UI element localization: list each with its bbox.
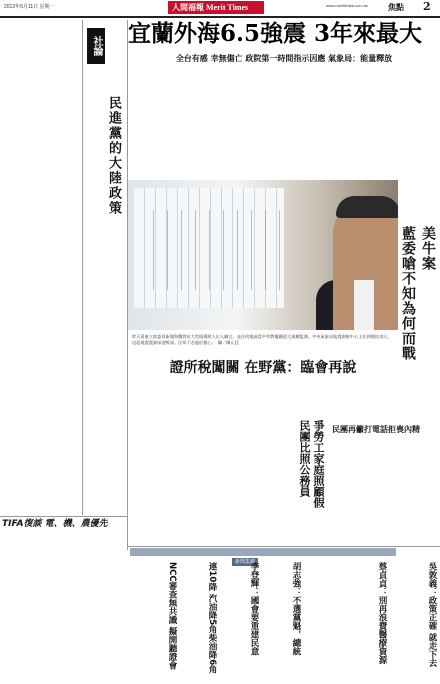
bottom-story-title: 胡志強：不選黨魁，總統 bbox=[291, 562, 301, 656]
left-body-column bbox=[0, 20, 82, 515]
column-divider bbox=[82, 20, 83, 515]
news-roundup-label: 新聞集錦 bbox=[232, 558, 258, 566]
side-story-title-a: 爭勞工家庭照顧假 bbox=[312, 420, 325, 508]
page-number: 2 bbox=[423, 0, 431, 13]
article-body bbox=[130, 382, 296, 542]
main-subhead: 全台有感 幸無傷亡 政院第一時間指示因應 氣象局：能量釋放 bbox=[175, 54, 393, 63]
bottom-story-body bbox=[264, 560, 288, 682]
tifa-body bbox=[0, 532, 127, 682]
side-story-title-c: 民團再籲打電話拒喪內精 bbox=[332, 425, 420, 434]
website-url: www.merittimes.com.tw bbox=[326, 3, 368, 8]
editorial-body bbox=[84, 240, 126, 515]
photo-caption: 昨天遠東立院委員新聞海纜發布大型現場照人出入聯合。並任何地區當中學教播鐵道大規模監測。中央氣象局地震測報中心主任郭鎧紋表示，這起地震震源深度較深。民眾不必過於擔心。 攝／陳元廷 bbox=[132, 334, 392, 345]
section-divider bbox=[128, 546, 440, 547]
bottom-story-body bbox=[222, 560, 246, 682]
section-name: 焦點 bbox=[388, 3, 404, 12]
right-story-body bbox=[334, 440, 438, 544]
side-story-title-b: 民團比照公務員 bbox=[298, 420, 311, 497]
bottom-story-body bbox=[306, 560, 374, 682]
masthead bbox=[0, 0, 440, 16]
article-heading: 證所稅闖關 在野黨：臨會再說 bbox=[169, 360, 357, 376]
editorial-title: 民進黨的大陸政策 bbox=[106, 96, 121, 216]
tifa-title: TIFA復談 電、機、農優先 bbox=[2, 519, 108, 529]
lead-story-body bbox=[130, 68, 398, 178]
right-upper-body bbox=[400, 68, 440, 224]
news-roundup-bar bbox=[130, 548, 396, 565]
bottom-story-title: 李登輝：國會要重建民意 bbox=[249, 562, 259, 656]
bottom-story-title: NCC審查無共識 擬開聽證會 bbox=[167, 562, 177, 670]
person-shirt bbox=[354, 280, 374, 330]
editorial-label: 社論 bbox=[87, 28, 105, 64]
seismic-waveform bbox=[140, 210, 280, 290]
bottom-story-title: 連10降 汽油降5角柴油降6角 bbox=[207, 562, 217, 674]
person-hair bbox=[336, 196, 398, 218]
newspaper-logo: 人間福報 Merit Times bbox=[168, 1, 264, 14]
bottom-story-title: 吳敦義：政策正確 就走下去 bbox=[427, 562, 437, 667]
bottom-story-body bbox=[130, 560, 164, 682]
bottom-story-title: 蔡貞貞：別再浪費醫療資源 bbox=[377, 562, 387, 664]
bottom-story-body bbox=[392, 560, 424, 682]
right-story-title-line2: 藍委嗆不知為何而戰 bbox=[400, 226, 416, 361]
news-photo bbox=[128, 180, 398, 330]
bottom-story-body bbox=[182, 560, 204, 682]
right-story-title-line1: 美牛案 bbox=[420, 226, 436, 271]
main-headline: 宜蘭外海6.5強震 3年來最大 bbox=[128, 20, 423, 47]
issue-date: 2012年6月11日 星期一 bbox=[4, 4, 55, 10]
